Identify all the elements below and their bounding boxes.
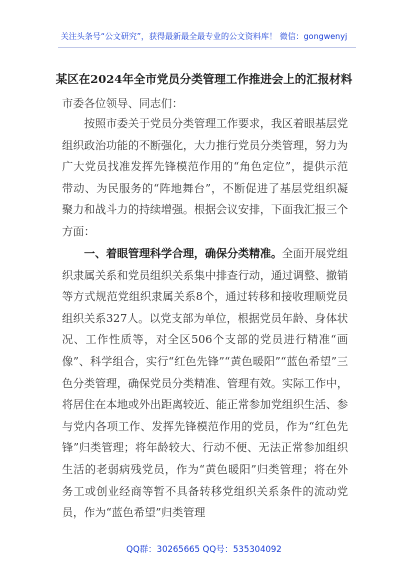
footer-contact: QQ群：30265665 QQ号：535304092 — [126, 545, 282, 555]
header-divider — [58, 47, 356, 48]
paragraph-intro: 按照市委关于党员分类管理工作要求，我区着眼基层党组织政治功能的不断强化，大力推行党员分类管理，努力为广大党员找准发挥先锋模范作用的“角色定位”，提供示范带动、为民服务的“阵地舞台”，不断促进了基层党组织凝聚力和战斗力的持续增强。根据会议安排，下面我汇报三个方面： — [62, 117, 348, 238]
salutation: 市委各位领导、同志们： — [62, 97, 183, 110]
header-notice: 关注头条号“公文研究”，获得最新最全最专业的公文资料库！ 微信：gongwenyj — [60, 32, 348, 41]
document-title: 某区在2024年全市党员分类管理工作推进会上的汇报材料 — [55, 72, 353, 86]
section-one-heading: 一、着眼管理科学合理，确保分类精准。 — [84, 247, 282, 260]
section-one-body: 全面开展党组织隶属关系和党员组织关系集中排查行动，通过调整、撤销等方式规范党组织隶属关系8个，通过转移和接收理顺党员组织关系327人。以党支部为单位，根据党员年龄、身体状况、工作性质等，对全区506个支部的党员进行精准“画像”、科学组合，实行“红色先锋”“黄色暖阳”“蓝色希望”三色分类管理，确保党员分类精准、管理有效。实际工作中，将居住在本地或外出距离较近、能正常参加党组织生活、参与党内各项工作、发挥先锋模范作用的党员，作为“红色先锋”归类管理；将年龄较大、行动不便、无法正常参加组织生活的老弱病残党员，作为“黄色暖阳”归类管理；将在外务工或创业经商等暂不具备转移党组织关系条件的流动党员，作为“蓝色希望”归类管理 — [62, 247, 348, 520]
paragraph-section-one — [62, 243, 348, 524]
